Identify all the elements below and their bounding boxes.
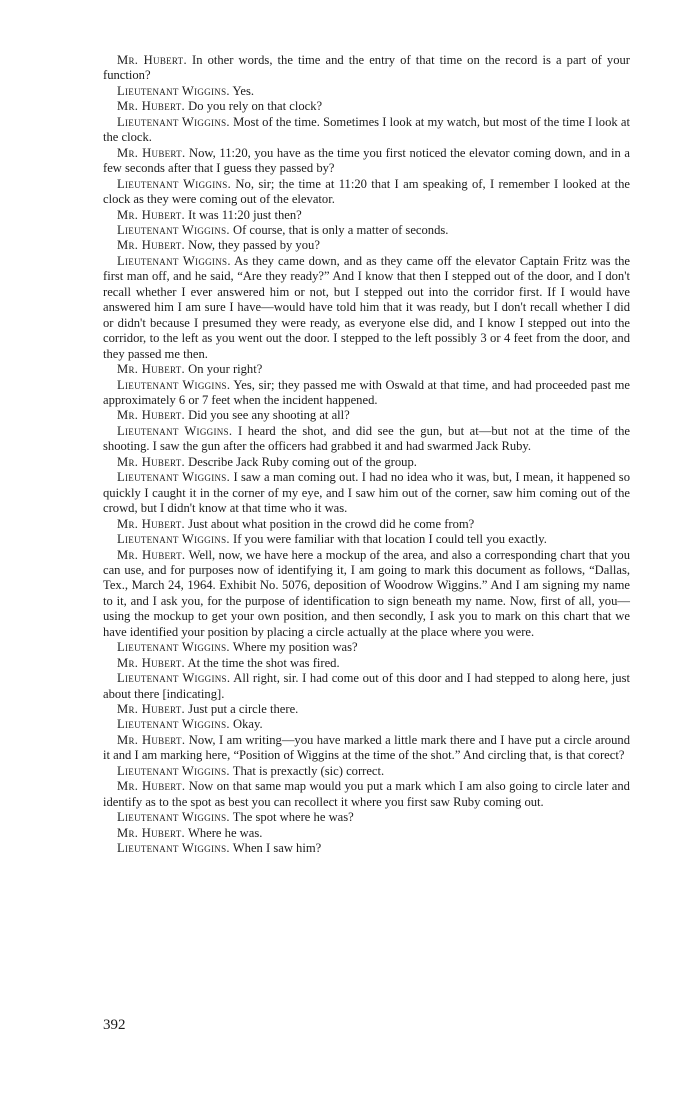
transcript-paragraph — [103, 84, 630, 99]
speaker-name: Lieutenant Wiggins. — [117, 841, 230, 856]
transcript-paragraph — [103, 826, 630, 841]
transcript-body — [103, 53, 630, 857]
speaker-name: Lieutenant Wiggins. — [117, 640, 230, 655]
transcript-paragraph — [103, 764, 630, 779]
speech-text: Now, they passed by you? — [188, 238, 320, 253]
speaker-name: Mr. Hubert. — [117, 702, 186, 717]
speech-text: Okay. — [233, 717, 263, 732]
speech-text: Just about what position in the crowd did he come from? — [188, 516, 475, 531]
speech-text: Describe Jack Ruby coming out of the group. — [188, 454, 417, 469]
transcript-paragraph — [103, 532, 630, 547]
transcript-paragraph — [103, 378, 630, 409]
speech-text: The spot where he was? — [232, 810, 354, 825]
speaker-name: Lieutenant Wiggins. — [117, 377, 231, 392]
speaker-name: Mr. Hubert. — [117, 207, 186, 222]
transcript-paragraph — [103, 223, 630, 238]
speech-text: Yes. — [232, 83, 255, 98]
speech-text: All right, sir. I had come out of this door and I had stepped to along here, just about there [indicating]. — [103, 671, 630, 701]
speech-text: Of course, that is only a matter of seconds. — [233, 222, 449, 237]
speaker-name: Mr. Hubert. — [117, 99, 186, 114]
page-number: 392 — [103, 1017, 126, 1033]
transcript-paragraph — [103, 548, 630, 641]
speech-text: I saw a man coming out. I had no idea who it was, but, I mean, it happened so quickly I caught it in the corner of my eye, and I saw him out of the corner, saw him coming out of the crowd, but I didn't know at that time who it was. — [103, 470, 630, 516]
speaker-name: Mr. Hubert. — [117, 825, 186, 840]
speaker-name: Lieutenant Wiggins. — [117, 470, 231, 485]
speech-text: On your right? — [188, 362, 263, 377]
speaker-name: Mr. Hubert. — [117, 362, 186, 377]
transcript-paragraph — [103, 238, 630, 253]
transcript-paragraph — [103, 254, 630, 362]
speaker-name: Mr. Hubert. — [117, 408, 186, 423]
transcript-paragraph — [103, 177, 630, 208]
speech-text: That is prexactly (sic) correct. — [232, 763, 385, 778]
speaker-name: Mr. Hubert. — [117, 145, 186, 160]
speaker-name: Lieutenant Wiggins. — [117, 222, 230, 237]
speaker-name: Lieutenant Wiggins. — [117, 114, 230, 129]
speech-text: In other words, the time and the entry of that time on the record is a part of your function? — [103, 53, 630, 83]
speech-text: Now, I am writing—you have marked a little mark there and I have put a circle around it and I am marking here, “Position of Wiggins at the time of the shot.” And circling that, is that corect? — [103, 732, 630, 763]
speech-text: Where he was. — [187, 825, 263, 840]
transcript-paragraph — [103, 702, 630, 717]
speech-text: Do you rely on that clock? — [188, 99, 323, 114]
speaker-name: Mr. Hubert. — [117, 238, 186, 253]
speaker-name: Mr. Hubert. — [117, 53, 187, 67]
transcript-paragraph — [103, 146, 630, 177]
speech-text: I heard the shot, and did see the gun, but at—but not at the time of the shooting. I saw the gun after the officers had grabbed it and had swarmed Jack Ruby. — [103, 423, 630, 454]
speaker-name: Lieutenant Wiggins. — [117, 532, 230, 547]
transcript-paragraph — [103, 115, 630, 146]
speech-text: Most of the time. Sometimes I look at my watch, but most of the time I look at the clock. — [103, 114, 630, 145]
speaker-name: Mr. Hubert. — [117, 732, 186, 747]
speaker-name: Lieutenant Wiggins. — [117, 810, 230, 825]
speaker-name: Mr. Hubert. — [117, 779, 186, 794]
speech-text: Now, 11:20, you have as the time you first noticed the elevator coming down, and in a few seconds after that I guess they passed by? — [103, 145, 630, 176]
speech-text: Now on that same map would you put a mark which I am also going to circle later and identify as to the spot as best you can recollect it where you first saw Ruby coming out. — [103, 779, 630, 809]
speech-text: Where my position was? — [232, 640, 358, 655]
transcript-paragraph — [103, 99, 630, 114]
speaker-name: Lieutenant Wiggins. — [117, 423, 233, 438]
transcript-paragraph — [103, 779, 630, 810]
speech-text: At the time the shot was fired. — [187, 655, 340, 670]
transcript-paragraph — [103, 362, 630, 377]
transcript-paragraph — [103, 656, 630, 671]
speaker-name: Lieutenant Wiggins. — [117, 763, 230, 778]
transcript-paragraph — [103, 53, 630, 84]
speaker-name: Lieutenant Wiggins. — [117, 83, 230, 98]
transcript-paragraph — [103, 424, 630, 455]
speaker-name: Lieutenant Wiggins. — [117, 253, 231, 268]
speech-text: Did you see any shooting at all? — [188, 408, 350, 423]
speaker-name: Mr. Hubert. — [117, 454, 186, 469]
transcript-paragraph — [103, 408, 630, 423]
speaker-name: Lieutenant Wiggins. — [117, 717, 230, 732]
transcript-paragraph — [103, 470, 630, 516]
speech-text: If you were familiar with that location I could tell you exactly. — [233, 532, 547, 547]
transcript-paragraph — [103, 455, 630, 470]
speech-text: Well, now, we have here a mockup of the area, and also a corresponding chart that you can use, and for purposes now of identifying it, I am going to mark this document as follows, “Dallas, Tex., March 24, 1964. Exhibit No. 5076, deposition of Woodrow Wiggins.” And I am signing my name to it, and I ask you, for the purpose of identification to sign beneath my name. Now, first of all, you—using the mockup to get your own position, and then secondly, I ask you to mark on this chart that we have identified your position by placing a circle actually at the place where you were. — [103, 547, 630, 639]
speech-text: Just put a circle there. — [188, 702, 299, 717]
transcript-paragraph — [103, 717, 630, 732]
speaker-name: Lieutenant Wiggins. — [117, 671, 231, 686]
transcript-paragraph — [103, 208, 630, 223]
speaker-name: Mr. Hubert. — [117, 655, 186, 670]
speaker-name: Mr. Hubert. — [117, 516, 186, 531]
speech-text: When I saw him? — [232, 841, 322, 856]
transcript-paragraph — [103, 841, 630, 856]
transcript-paragraph — [103, 810, 630, 825]
speech-text: It was 11:20 just then? — [188, 207, 302, 222]
speaker-name: Lieutenant Wiggins. — [117, 176, 232, 191]
transcript-paragraph — [103, 671, 630, 702]
speech-text: Yes, sir; they passed me with Oswald at that time, and had proceeded past me approximately 6 or 7 feet when the incident happened. — [103, 377, 630, 407]
speech-text: As they came down, and as they came off the elevator Captain Fritz was the first man off, and he said, “Are they ready?” And I know that then I stepped out of the door, and I don't recall whether I ever answered him or not, but I stepped out into the corridor first. If I would have answered him I am sure I have—would have told him that it was ready, but I don't recall whether I did or didn't because I presumed they were ready, as everyone else did, and I know I stepped out into the corridor, to the left as you went out the door. I stepped to the left possibly 3 or 4 feet from the door, and they passed me then. — [103, 253, 630, 361]
transcript-paragraph — [103, 733, 630, 764]
speech-text: No, sir; the time at 11:20 that I am speaking of, I remember I looked at the clock as they were coming out of the elevator. — [103, 176, 630, 207]
transcript-paragraph — [103, 640, 630, 655]
speaker-name: Mr. Hubert. — [117, 547, 186, 562]
transcript-paragraph — [103, 517, 630, 532]
